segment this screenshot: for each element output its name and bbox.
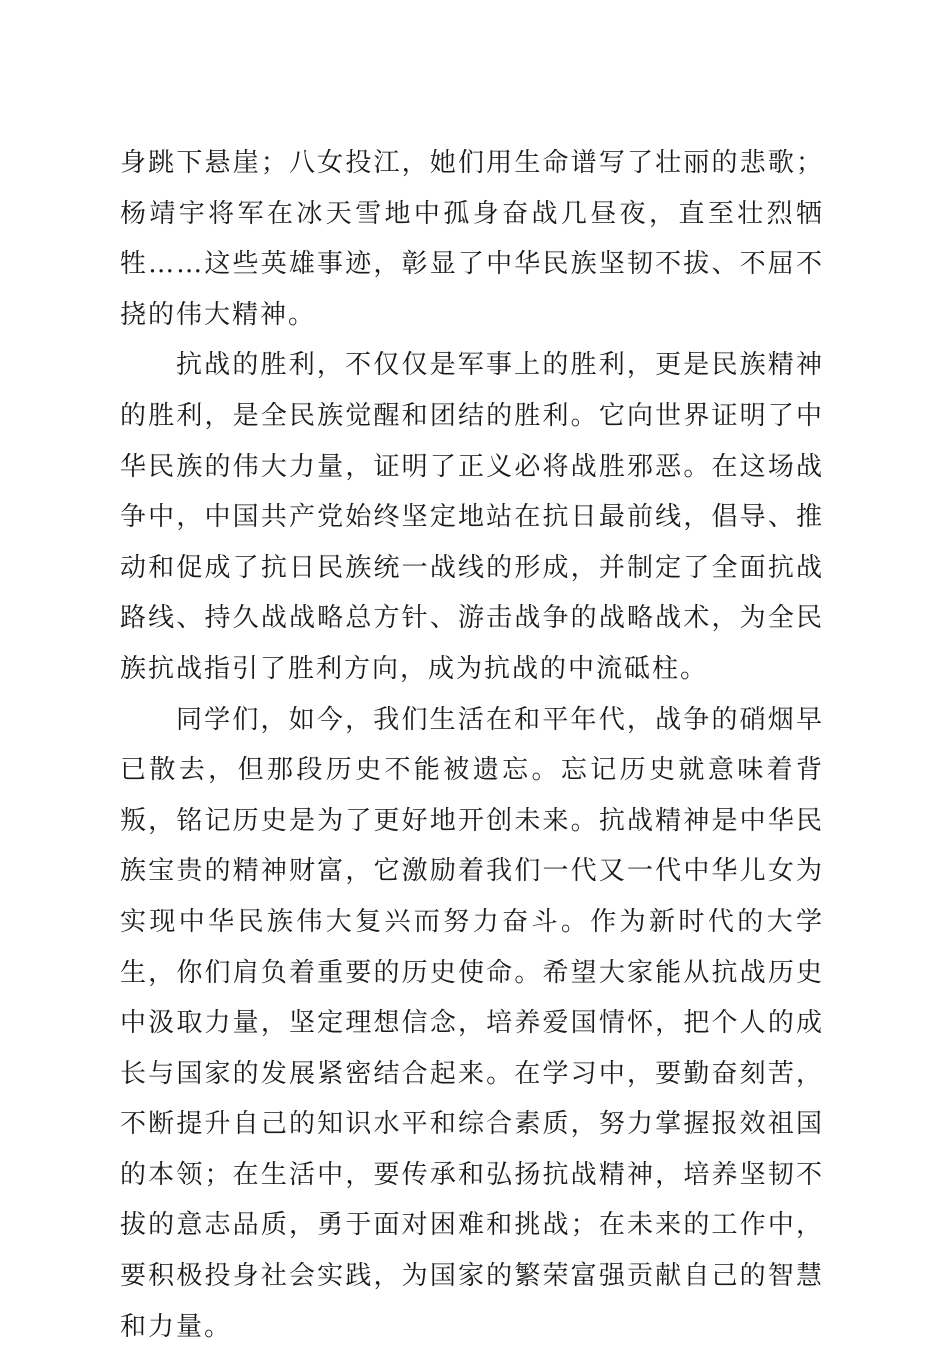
paragraph-continuation: 身跳下悬崖；八女投江，她们用生命谱写了壮丽的悲歌；杨靖宇将军在冰天雪地中孤身奋战几昼夜，直至壮烈牺牲……这些英雄事迹，彰显了中华民族坚韧不拔、不屈不挠的伟大精神。	[120, 148, 824, 330]
paragraph-victory: 抗战的胜利，不仅仅是军事上的胜利，更是民族精神的胜利，是全民族觉醒和团结的胜利。它向世界证明了中华民族的伟大力量，证明了正义必将战胜邪恶。在这场战争中，中国共产党始终坚定地站在抗日最前线，倡导、推动和促成了抗日民族统一战线的形成，并制定了全面抗战路线、持久战战略总方针、游击战争的战略战术，为全民族抗战指引了胜利方向，成为抗战的中流砥柱。	[120, 350, 824, 684]
paragraph-students: 同学们，如今，我们生活在和平年代，战争的硝烟早已散去，但那段历史不能被遗忘。忘记历史就意味着背叛，铭记历史是为了更好地开创未来。抗战精神是中华民族宝贵的精神财富，它激励着我们一代又一代中华儿女为实现中华民族伟大复兴而努力奋斗。作为新时代的大学生，你们肩负着重要的历史使命。希望大家能从抗战历史中汲取力量，坚定理想信念，培养爱国情怀，把个人的成长与国家的发展紧密结合起来。在学习中，要勤奋刻苦，不断提升自己的知识水平和综合素质，努力掌握报效祖国的本领；在生活中，要传承和弘扬抗战精神，培养坚韧不拔的意志品质，勇于面对困难和挑战；在未来的工作中，要积极投身社会实践，为国家的繁荣富强贡献自己的智慧和力量。	[120, 704, 824, 1342]
document-body	[120, 138, 824, 1352]
